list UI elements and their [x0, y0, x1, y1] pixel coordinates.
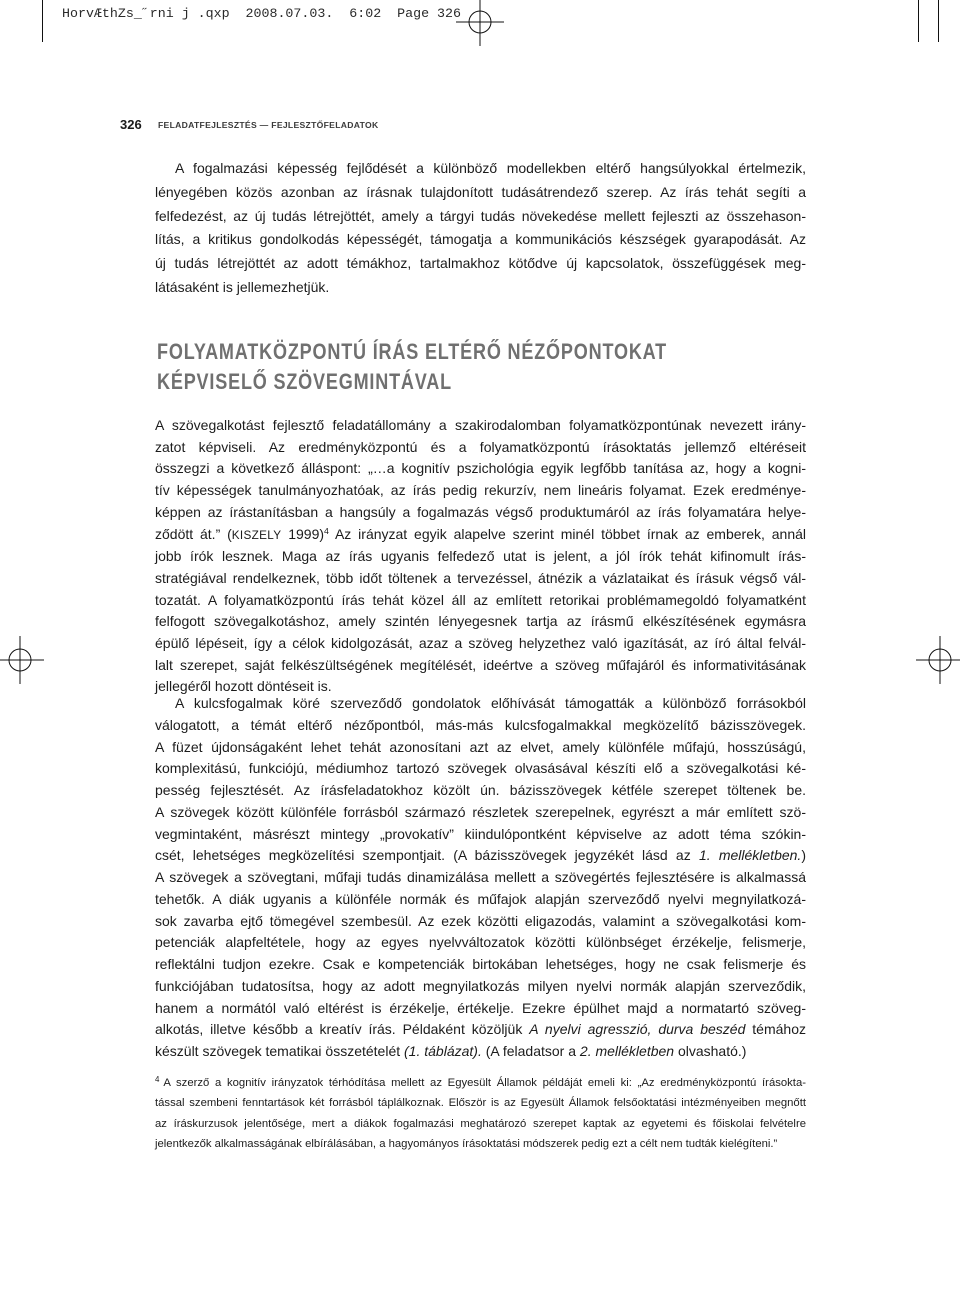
text-line: A szövegalkotást fejlesztő feladatállomány a szakirodalomban folyamatközpontúnak nevezett irány-: [155, 417, 806, 433]
section-paragraph: [155, 415, 806, 698]
text-line: vegmintaként, másrészt mintegy „provokatív” kiindulópontként képviselve az adott téma szókin-: [155, 825, 806, 842]
footnote-reference[interactable]: 4: [324, 525, 329, 536]
text-segment: (A feladatsor a: [481, 1043, 580, 1059]
text-line: új tudás létrejöttét az adott témákhoz, tartalmakhoz kötődve új kapcsolatok, összefüggések meg-: [155, 255, 806, 272]
text-line: [155, 1019, 806, 1041]
text-line: látásaként is jellemezhetjük.: [155, 278, 330, 295]
section-heading: [157, 337, 731, 397]
registration-mark-right: [916, 636, 960, 684]
text-line: stratégiával rendelkeznek, több időt töltenek a tervezéssel, átnézik a vázlataikat és írásuk végső vál-: [155, 569, 806, 586]
text-segment: Az irányzat egyik alapelve szerint minél többet írnak az emberek, annál: [328, 525, 807, 542]
print-slug: HorvÆthZs_˝rni j .qxp 2008.07.03. 6:02 Page 326: [62, 6, 461, 21]
text-line: felfogott szövegalkotáshoz, amely szintén lényegesnek tartja az írásmű elkészítésének egymásra: [155, 613, 806, 630]
text-line: [155, 845, 806, 867]
crop-mark-top-left: [42, 0, 43, 42]
text-line: [155, 1041, 806, 1063]
footnote-line: jelentkezők alkalmasságának elbírálásában, a hagyományos írásoktatási módszerek pedig ezt a célt nem tudták kielégíteni.”: [155, 1137, 778, 1150]
text-line: A szövegek között különféle forrásból származó részletek szerepelnek, egyrészt a már említett szö-: [155, 803, 806, 820]
running-head-title: FELADATFEJLESZTÉS — FEJLESZTŐFELADATOK: [158, 120, 379, 130]
text-line: tehetők. A diák ugyanis a különféle normák és műfajok alapján szerveződő nyelvi megnyilatkozá-: [155, 890, 806, 907]
page-number: 326: [120, 117, 142, 132]
text-segment: témához: [745, 1021, 806, 1038]
text-segment: ződött át.” (: [155, 525, 232, 542]
text-line: A fogalmazási képesség fejlődését a különböző modellekben eltérő hangsúlyokkal értelmezik,: [175, 160, 806, 176]
text-line: épülő lépéseit, így a célok kidolgozását, azaz a szöveg helyzethez való igazítását, az író által felvál-: [155, 635, 806, 652]
text-line: képpen az írástanításban a hangsúly a fogalmazás végső produktumáról az írás folyamatára helye-: [155, 503, 806, 520]
citation-year: 1999): [281, 525, 325, 542]
italic-text: 1. mellékletben.: [698, 847, 802, 864]
registration-mark-top: [456, 0, 504, 46]
text-line: zatot képviseli. Az eredményközpontú és a folyamatközpontú írásoktatás jellemző eltéréseit: [155, 438, 806, 455]
text-line: petenciák alapfeltétele, hogy az egyes nyelvváltozatok közötti különbséget érzékelje, felismerje,: [155, 934, 806, 951]
crop-mark-top-right: [918, 0, 919, 42]
text-segment: csét, lehetséges megközelítési szempontjait. (A bázisszövegek jegyzékét lásd az: [155, 847, 699, 864]
text-line: tív képességek tanulmányozhatóak, az írás pedig rekurzív, nem lineáris folyamat. Ezek eredménye-: [155, 482, 806, 499]
text-line: funkciójában tudatosítsa, hogy az adott megnyilatkozás milyen nyelvi normák alapján szerveződik,: [155, 977, 806, 994]
text-segment: ): [801, 847, 806, 864]
text-line: lítás, a kritikus gondolkodás képességét, támogatja a kommunikációs készségek gyarapodását. Az: [155, 231, 806, 248]
text-line: sok zavarba ejtő tömegével szembesül. Az ezek közötti eligazodás, valamint a szövegalkotási kom-: [155, 912, 806, 929]
text-line: összegzi a következő álláspont: „…a kognitív pszichológia egyik legfőbb tanítása az, hogy a kogni-: [155, 460, 806, 477]
text-line: tozatát. A folyamatközpontú írás tehát közel áll az említett retorikai problémamegoldó folyamatként: [155, 591, 806, 608]
footnote-text: A szerző a kognitív irányzatok térhódítása mellett az Egyesült Államok példáját emeli ki: „Az eredményközpontú írásokta-: [163, 1077, 806, 1089]
citation-author: KISZELY: [231, 528, 282, 542]
text-segment: olvasható.): [674, 1043, 747, 1059]
footnote-line: az íráskurzusok jelentősége, mert a diákok fogalmazási meghatározó szerepet kaptak az egyetemi és főiskolai felvételre: [155, 1117, 806, 1130]
text-line: A kulcsfogalmak köré szerveződő gondolatok előhívását támogatták a különböző forrásokból: [175, 695, 806, 711]
text-line: reflektálni tudjon ezekre. Csak e kompetenciák birtokában lehetséges, hogy ne csak felismerje és: [155, 956, 806, 972]
text-line: hanem a normától való eltérést is érzékelje, értékelje. Ezekre épülhet majd a normatartó szöveg-: [155, 999, 806, 1016]
text-line: jellegéről hozott döntéseit is.: [155, 678, 332, 695]
text-line: lényegében közös azonban az írásnak tulajdonított tudásátrendező szerep. Az írás tehát segíti a: [155, 183, 806, 200]
section-paragraph: [155, 693, 806, 1063]
footnote: [155, 1073, 806, 1154]
intro-paragraph: [155, 157, 806, 300]
footnote-line: tással szembeni fenntartások két forrásból táplálkoznak. Először is az Egyesült Államok felsőoktatási intézményeiben megnőtt: [155, 1097, 806, 1110]
text-line: A szövegek a szövegtani, műfaji tudás dinamizálása mellett a szövegértés fejlesztésére is alkalmassá: [155, 869, 806, 885]
text-line: jobb írók lesznek. Maga az írás ugyanis felfedező utat is jelent, a jól írók tehát kifinomult írás-: [155, 548, 806, 565]
text-line: A füzet újdonságaként lehet tehát azonosítani azt az elvet, amely különféle műfajú, hosszúságú,: [155, 738, 806, 755]
text-line: felfedezést, az új tudás létrejöttét, amely a tárgyi tudás növekedése mellett fejleszti az összehason-: [155, 207, 806, 224]
text-line: lalt szerepet, saját felkészültségének megítélését, ideértve a szöveg műfajáról és informativitásának: [155, 656, 806, 673]
text-line: komplexitású, funkciójú, médiumhoz tartozó szövegek olvasásával készíti elő a szövegalkotási ké-: [155, 760, 806, 777]
text-line: válogatott, a témát eltérő nézőpontból, más-más kulcsfogalmakkal megközelítő bázisszövegek.: [155, 716, 806, 733]
section-heading-line: FOLYAMATKÖZPONTÚ ÍRÁS ELTÉRŐ NÉZŐPONTOKAT: [157, 339, 668, 364]
text-segment: alkotás, illetve később a kreatív írás. Példaként közöljük: [155, 1021, 530, 1038]
italic-text: 2. mellékletben: [579, 1043, 675, 1059]
crop-mark-top-right-outer: [938, 0, 939, 42]
footnote-marker: 4: [155, 1075, 160, 1085]
italic-text: (1. táblázat).: [404, 1043, 482, 1059]
italic-text: A nyelvi agresszió, durva beszéd: [529, 1021, 746, 1038]
footnote-line: [155, 1073, 806, 1093]
text-line: pesség fejlesztését. Az írásfeladatokhoz közölt ún. bázisszövegek kétféle szerepet töltenek be.: [155, 782, 806, 798]
registration-mark-left: [0, 636, 44, 684]
text-line: [155, 524, 806, 547]
section-heading-line: KÉPVISELŐ SZÖVEGMINTÁVAL: [157, 369, 452, 394]
text-segment: készült szövegek tematikai összetételét: [155, 1043, 405, 1059]
